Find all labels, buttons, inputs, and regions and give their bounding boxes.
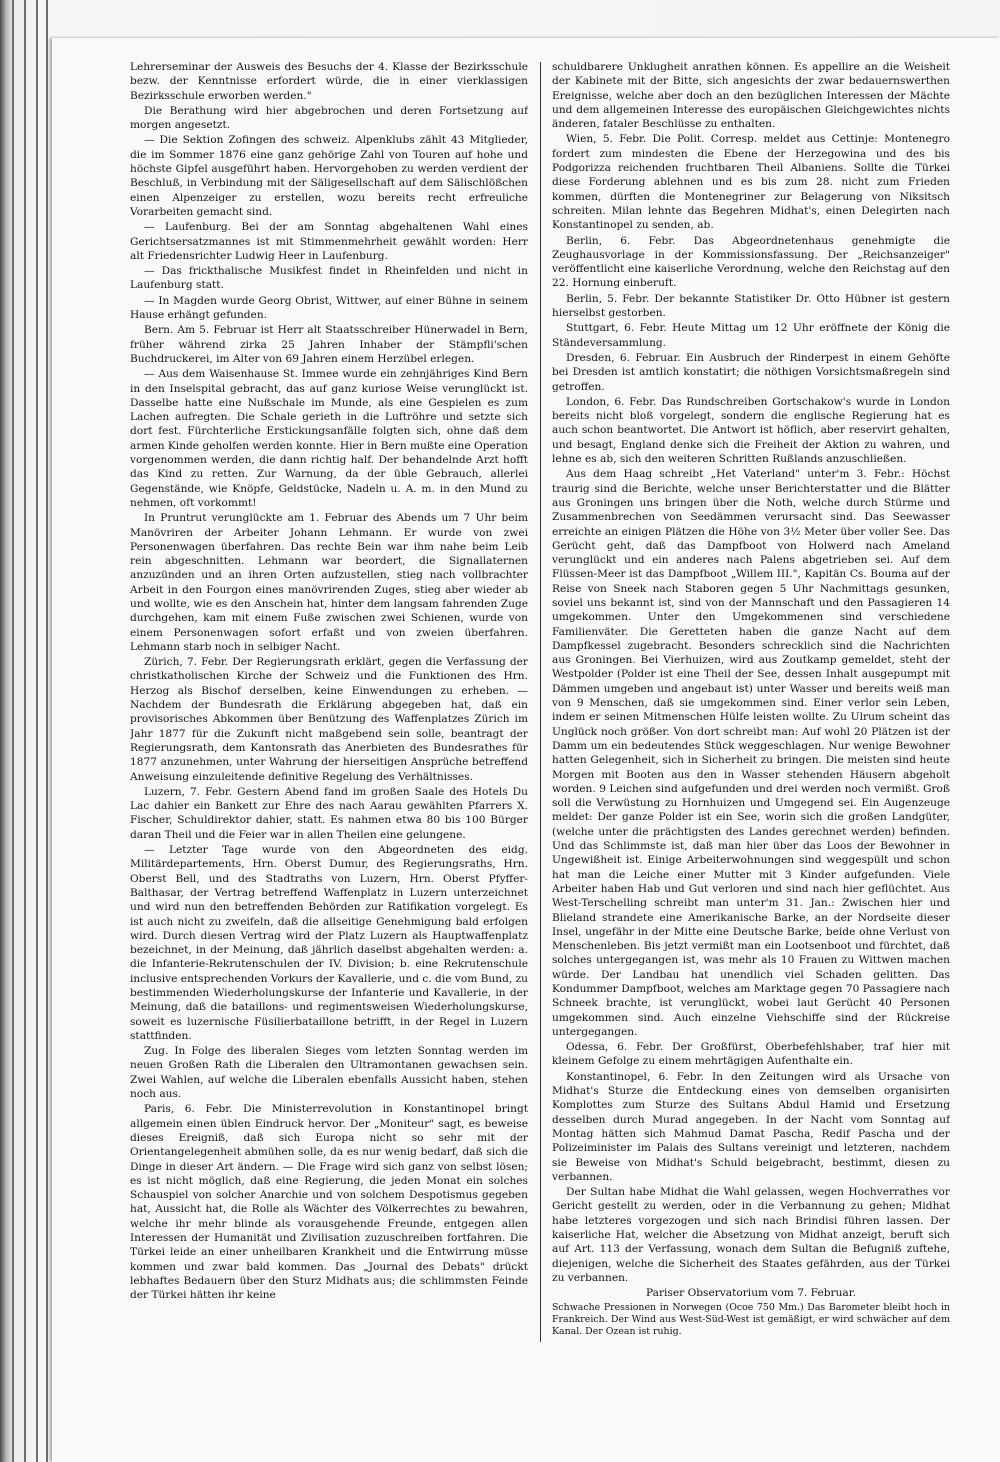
right-column: [552, 60, 950, 1440]
observatory-heading: Pariser Observatorium vom 7. Februar.: [646, 1287, 856, 1300]
page-edge: [46, 0, 48, 1462]
left-column: [130, 60, 528, 1440]
page-edge: [24, 0, 26, 1462]
article-paragraph: Dresden, 6. Februar. Ein Ausbruch der Rinderpest in einem Gehöfte bei Dresden ist amtlich konstatirt; die nöthigen Vorsichtsmaßregeln sind getroffen.: [552, 351, 950, 393]
article-paragraph: Berlin, 5. Febr. Der bekannte Statistiker Dr. Otto Hübner ist gestern hierselbst gestorben.: [552, 292, 950, 320]
article-paragraph: — Aus dem Waisenhause St. Immee wurde ein zehnjähriges Kind Bern in den Inselspital gebracht, das auf ganz kuriose Weise verunglückt ist. Dasselbe hatte eine Nußschale im Munde, als eine Gespielen es zum Lachen aufregten. Die Schale gerieth in die Luftröhre und setzte sich dort fest. Fürchterliche Erstickungsanfälle folgten sich, ohne daß dem armen Kinde geholfen werden konnte. Hier in Bern mußte eine Operation vorgenommen werden, die dann richtig half. Der behandelnde Arzt hofft das Kind zu retten. Zur Warnung, da der üble Gebrauch, allerlei Gegenstände, wie Knöpfe, Geldstücke, Nadeln u. A. m. in den Mund zu nehmen, oft vorkommt!: [130, 368, 528, 509]
article-paragraph: — Letzter Tage wurde von den Abgeordneten des eidg. Militärdepartements, Hrn. Oberst Dumur, des Regierungsraths, Hrn. Oberst Bell, und des Stadtraths von Luzern, Hrn. Oberst Pfyffer-Balthasar, der Vertrag betreffend Waffenplatz in Luzern unterzeichnet und wird nun den betreffenden Behörden zur Ratifikation vorgelegt. Es ist auch nicht zu zweifeln, daß die allseitige Genehmigung bald erfolgen wird. Durch diesen Vertrag wird der Platz Luzern als Hauptwaffenplatz bezeichnet, in der Meinung, daß jährlich daselbst abgehalten werden: a. die Infanterie-Rekrutenschulen der IV. Division; b. eine Rekrutenschule inclusive entsprechenden Vorkurs der Kavallerie, und c. die vom Bund, zu bestimmenden Wiederholungskurse der Infanterie und Kavallerie, in der Meinung, daß die bataillons- und regimentsweisen Wiederholungskurse, soweit es luzernische Füsilierbataillone betrifft, in der Regel in Luzern stattfinden.: [130, 844, 528, 1042]
article-paragraph: Konstantinopel, 6. Febr. In den Zeitungen wird als Ursache von Midhat's Sturze die Entdeckung eines von demselben organisirten Komplottes zum Sturze des Sultans Abdul Hamid und Ersetzung desselben durch Murad angegeben. In der Nacht vom Sonntag auf Montag hätten sich Mahmud Damat Pascha, Redif Pascha und der Polizeiminister im Palais des Sultans vereinigt und letzteren, nachdem sie Beweise von Midhat's Schuld beigebracht, bestimmt, diesen zu verbannen.: [552, 1070, 950, 1183]
article-paragraph: Der Sultan habe Midhat die Wahl gelassen, wegen Hochverrathes vor Gericht gestellt zu werden, oder in die Verbannung zu gehen; Midhat habe letzteres vorgezogen und sich nach Brindisi führen lassen. Der kaiserliche Hat, welcher die Absetzung von Midhat anzeigt, beruft sich auf Art. 113 der Verfassung, wonach dem Sultan die Befugniß zuftehe, diejenigen, welche die Sicherheit des Staates gefährden, aus der Türkei zu verbannen.: [552, 1186, 950, 1284]
page-edge: [36, 0, 38, 1462]
article-paragraph: London, 6. Febr. Das Rundschreiben Gortschakow's wurde in London bereits nicht bloß vorgelegt, sondern die englische Regierung hat es auch schon beantwortet. Die Antwort ist höflich, aber reservirt gehalten, und besagt, England denke sich die Freiheit der Aktion zu wahren, und lehne es ab, sich den weiteren Schritten Rußlands anzuschließen.: [552, 395, 950, 466]
article-paragraph: Wien, 5. Febr. Die Polit. Corresp. meldet aus Cettinje: Montenegro fordert zum mindesten die Ebene der Herzegowina und des bis Podgorizza reichenden fruchtbaren Theil Albaniens. Sollte die Türkei diese Forderung ablehnen und es bis zum 28. nicht zum Frieden kommen, dürften die Montenegriner zur Belagerung von Niksitsch schreiten. Milan lehnte das Begehren Midhat's, einen Delegirten nach Konstantinopel zu senden, ab.: [552, 133, 950, 232]
article-paragraph: — Die Sektion Zofingen des schweiz. Alpenklubs zählt 43 Mitglieder, die im Sommer 1876 eine ganz gehörige Zahl von Touren auf hohe und höchste Gipfel ausgeführt haben. Hervorgehoben zu werden verdient der Beschluß, in Verbindung mit der Säligesellschaft auf dem Sälischlößchen einen Alpenzeiger zu erstellen, wozu bereits recht erfreuliche Vorarbeiten gemacht sind.: [130, 134, 528, 218]
article-paragraph: In Pruntrut verunglückte am 1. Februar des Abends um 7 Uhr beim Manövriren der Arbeiter Johann Lehmann. Er wurde von zwei Personenwagen überfahren. Das rechte Bein war ihm nahe beim Leib rein abgeschnitten. Lehmann war beordert, die Signallaternen anzuzünden und an ihren Orten aufzustellen, stieg nach vollbrachter Arbeit in den Fourgon eines manövrirenden Zuges, stieg aber wieder ab und wollte, wie es den Anschein hat, hinter dem langsam fahrenden Zuge durchgehen, kam mit einem Fuße zwischen zwei Schienen, wurde von einem Personenwagen sofort erfaßt und von zweien überfahren. Lehmann starb noch in selbiger Nacht.: [130, 512, 528, 653]
column-divider: [540, 62, 541, 1342]
article-paragraph: Luzern, 7. Febr. Gestern Abend fand im großen Saale des Hotels Du Lac dahier ein Bankett zur Ehre des nach Aarau gewählten Pfarrers X. Fischer, Schuldirektor dahier, statt. Es nahmen etwa 80 bis 100 Bürger daran Theil und die Feier war in allen Theilen eine gelungene.: [130, 785, 528, 841]
article-paragraph: Aus dem Haag schreibt „Het Vaterland" unter'm 3. Febr.: Höchst traurig sind die Berichte, welche unser Berichterstatter und die Blätter aus Groningen uns bringen über die Noth, welche durch Stürme und Zusammenbrechen von Seedämmen verursacht sind. Das Seewasser erreichte an einigen Plätzen die Höhe von 3½ Meter über voller See. Das Gerücht geht, daß das Dampfboot von Holwerd nach Ameland verunglückt und ein anderes nach Palens abgetrieben sei. Auf dem Flüssen-Meer ist das Dampfboot „Willem III.", Kapitän Cs. Bouma auf der Reise von Sneek nach Staboren gegen 5 Uhr Nachmittags gesunken, soviel uns bekannt ist, sind von der Mannschaft und den Passagieren 14 umgekommen. Unter den Umgekommenen sind verschiedene Familienväter. Die Geretteten haben die ganze Nacht auf dem Dampfkessel zugebracht. Besonders schrecklich sind die Nachrichten aus Groningen. Bei Vierhuizen, wird aus Zoutkamp gemeldet, steht der Westpolder (Polder ist eine Theil der See, dessen Inhalt ausgepumpt mit Dämmen umgeben und angebaut ist) unter Wasser und bereits weiß man von 9 Menschen, daß sie umgekommen sind. Einer verlor sein Leben, indem er seinen Mitmenschen Hülfe leisten wollte. Zu Ulrum scheint das Unglück noch größer. Von dort schreibt man: Auf wohl 20 Plätzen ist der Damm um ein bedeutendes Stück weggeschlagen. Nur wenige Bewohner hatten Gelegenheit, sich in Sicherheit zu bringen. Die meisten sind heute Morgen mit Booten aus den in Wasser stehenden Häusern abgeholt worden. 9 Leichen sind aufgefunden und drei werden noch vermißt. Groß soll die Verwüstung zu Hornhuizen und Umgegend sei. Ein Augenzeuge meldet: Der ganze Polder ist ein See, worin sich die großen Landgüter, (welche unter die prächtigsten des Landes gerechnet werden) befinden. Und das Schlimmste ist, daß man hier über das Loos der Bewohner in Ungewißheit ist. Einige Arbeiterwohnungen sind weggespült und schon hat man die Leiche einer Mutter mit 3 Kinder aufgefunden. Viele Arbeiter haben Hab und Gut verloren und sind nach hier geflüchtet. Aus West-Terschelling schreibt man unter'm 31. Jan.: Zwischen hier und Blieland strandete eine Amerikanische Barke, an der Nordseite dieser Insel, ungefähr in der Mitte eine Deutsche Barke, beide ohne Verlust von Menschenleben. Bis jetzt vermißt man ein Lootsenboot und fürchtet, daß solches untergegangen ist, was mehr als 10 Frauen zu Wittwen machen würde. Der Landbau hat unendlich viel Schaden gelitten. Das Kondummer Dampfboot, welches am Marktage gegen 70 Passagiere nach Schneek brachte, ist verunglückt, wobei laut Gerücht 40 Personen umgekommen sind. Auch einzelne Viehschiffe sind der Rückreise untergegangen.: [552, 468, 950, 1038]
article-paragraph: Die Berathung wird hier abgebrochen und deren Fortsetzung auf morgen angesetzt.: [130, 104, 528, 132]
article-paragraph: — Das frickthalische Musikfest findet in Rheinfelden und nicht in Laufenburg statt.: [130, 265, 528, 292]
page-edge: [12, 0, 14, 1462]
article-paragraph: — Laufenburg. Bei der am Sonntag abgehaltenen Wahl eines Gerichtsersatzmannes ist mit Stimmenmehrheit gewählt worden: Herr alt Friedensrichter Ludwig Heer in Laufenburg.: [130, 221, 528, 262]
article-paragraph: Lehrerseminar der Ausweis des Besuchs der 4. Klasse der Bezirksschule bezw. der Kenntnisse erfordert würde, die in einer vierklassigen Bezirksschule erworben werden.": [130, 61, 528, 102]
article-paragraph: Berlin, 6. Febr. Das Abgeordnetenhaus genehmigte die Zeughausvorlage in der Kommissionsfassung. Der „Reichsanzeiger" veröffentlicht eine kaiserliche Verordnung, welche den Reichstag auf den 22. Hornung einberuft.: [552, 234, 950, 290]
article-paragraph: Zürich, 7. Febr. Der Regierungsrath erklärt, gegen die Verfassung der christkatholischen Kirche der Schweiz und die Funktionen des Hrn. Herzog als Bischof derselben, keine Einwendungen zu erheben. — Nachdem der Bundesrath die Erklärung abgegeben hat, daß ein provisorisches Abkommen über Benützung des Waffenplatzes Zürich im Jahr 1877 für die Zukunft nicht maßgebend sein solle, beantragt der Regierungsrath, dem Kantonsrath das Anerbieten des Bundesrathes für 1877 anzunehmen, unter Wahrung der hierseitigen Ansprüche betreffend Anweisung einzuleitende definitive Regelung des Verhältnisses.: [130, 656, 528, 783]
article-paragraph: Stuttgart, 6. Febr. Heute Mittag um 12 Uhr eröffnete der König die Ständeversammlung.: [552, 322, 950, 349]
article-paragraph: schuldbarere Unklugheit anrathen können. Es appellire an die Weisheit der Kabinete mit der Bitte, sich angesichts der zwar bedauernswerthen Ereignisse, welche aber doch an den bezüglichen Interessen der Mächte und dem allgemeinen Interesse des europäischen Gleichgewichtes nichts änderen, fataler Beschlüsse zu enthalten.: [552, 61, 950, 131]
article-paragraph: Odessa, 6. Febr. Der Großfürst, Oberbefehlshaber, traf hier mit kleinem Gefolge zu einem mehrtägigen Aufenthalte ein.: [552, 1041, 950, 1068]
article-paragraph: Zug. In Folge des liberalen Sieges vom letzten Sonntag werden im neuen Großen Rath die Liberalen den Ultramontanen gewachsen sein. Zwei Wahlen, auf welche die Liberalen ebenfalls Aussicht haben, stehen noch aus.: [130, 1045, 528, 1101]
article-paragraph: — In Magden wurde Georg Obrist, Wittwer, auf einer Bühne in seinem Hause erhängt gefunden.: [130, 294, 528, 322]
newspaper-page: [52, 38, 1000, 1462]
weather-report: Schwache Pressionen in Norwegen (Ocoe 750 Mm.) Das Barometer bleibt hoch in Frankreich. Der Wind aus West-Süd-West ist gemäßigt, er wird schwächer auf dem Kanal. Der Ozean ist ruhig.: [552, 1301, 950, 1337]
article-paragraph: Paris, 6. Febr. Die Ministerrevolution in Konstantinopel bringt allgemein einen üblen Eindruck hervor. Der „Moniteur" sagt, es beweise dieses Ereigniß, daß sich Europa nicht so sehr mit der Orientangelegenheit abmühen solle, da es nur wenig bedarf, daß sich die Dinge in dieser Art ändern. — Die Frage wird sich ganz von selbst lösen; es ist nicht möglich, daß eine Regierung, die jeden Monat ein solches Schauspiel von solcher Anarchie und von solchem Despotismus gegeben hat, Aussicht hat, die Rolle als Wächter des Völkerrechtes zu bewahren, welche ihr mehr blinde als vorausgehende Freunde, entgegen allen Interessen der Humanität und Zivilisation zuzuschreiben fortfahren. Die Türkei leide an einer unheilbaren Krankheit und die Entwirrung müsse kommen und zwar bald kommen. Das „Journal des Debats" drückt lebhaftes Bedauern über den Sturz Midhats aus; die schlimmsten Feinde der Türkei hätten ihr keine: [130, 1103, 528, 1302]
article-paragraph: Bern. Am 5. Februar ist Herr alt Staatsschreiber Hünerwadel in Bern, früher während zirka 25 Jahren Inhaber der Stämpfli'schen Buchdruckerei, im Alter von 69 Jahren einem Herzübel erlegen.: [130, 324, 528, 365]
